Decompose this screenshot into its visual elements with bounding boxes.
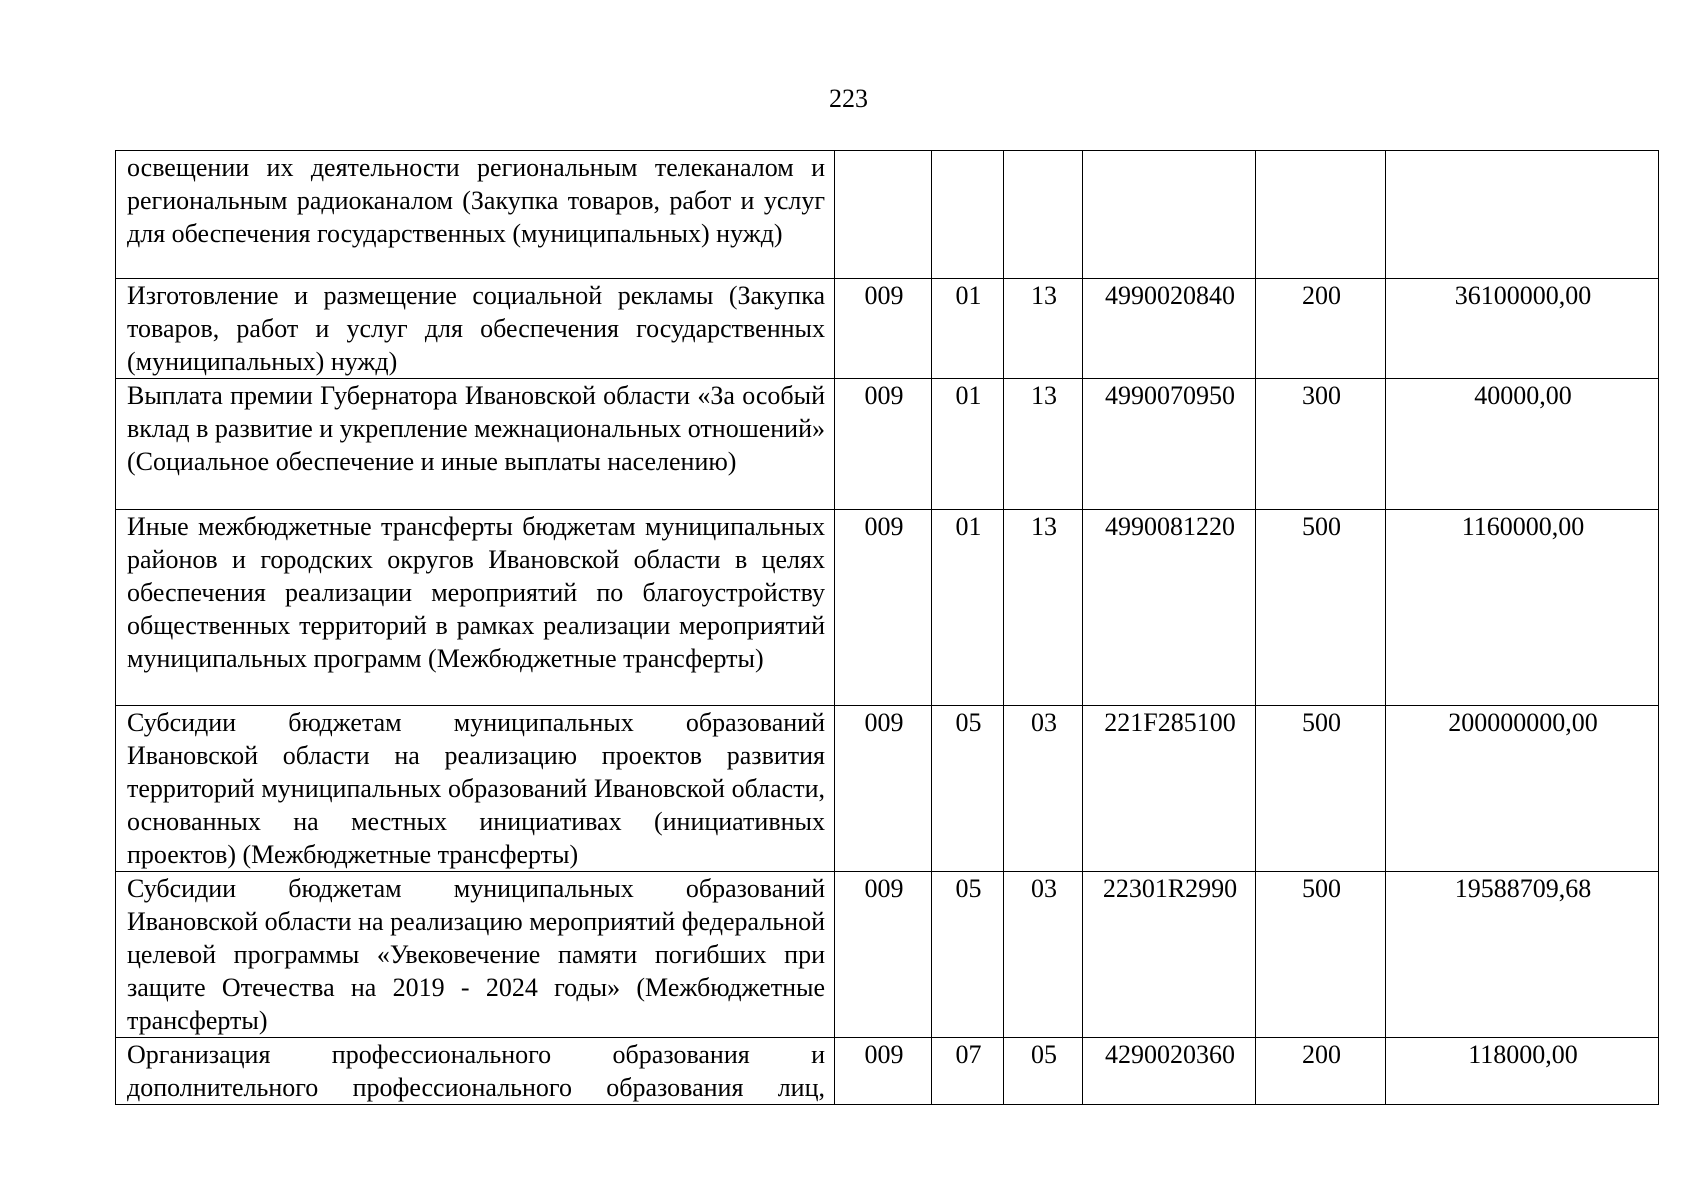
amount: 36100000,00 <box>1386 279 1659 379</box>
section-code: 01 <box>932 279 1004 379</box>
section-code: 05 <box>932 706 1004 872</box>
subsection-code: 03 <box>1004 706 1083 872</box>
subsection-code: 13 <box>1004 510 1083 706</box>
subsection-code: 13 <box>1004 379 1083 510</box>
grbs-code: 009 <box>835 1038 932 1105</box>
amount <box>1386 151 1659 279</box>
expense-type-code: 500 <box>1256 510 1386 706</box>
expense-name: Организация профессионального образования и дополнительного профессионального образования лиц, <box>116 1038 835 1105</box>
expense-name: Субсидии бюджетам муниципальных образований Ивановской области на реализацию проектов развития территорий муниципальных образований Ивановской области, основанных на местных инициативах (инициативных проектов) (Межбюджетные трансферты) <box>116 706 835 872</box>
expense-type-code: 200 <box>1256 279 1386 379</box>
expense-name: освещении их деятельности региональным телеканалом и региональным радиоканалом (Закупка товаров, работ и услуг для обеспечения государственных (муниципальных) нужд) <box>116 151 835 279</box>
grbs-code: 009 <box>835 510 932 706</box>
section-code: 01 <box>932 510 1004 706</box>
table-row <box>116 706 1659 872</box>
section-code: 01 <box>932 379 1004 510</box>
expense-name: Субсидии бюджетам муниципальных образований Ивановской области на реализацию мероприятий федеральной целевой программы «Увековечение памяти погибших при защите Отечества на 2019 - 2024 годы» (Межбюджетные трансферты) <box>116 872 835 1038</box>
subsection-code: 03 <box>1004 872 1083 1038</box>
table-row <box>116 510 1659 706</box>
table-row <box>116 151 1659 279</box>
table-row <box>116 279 1659 379</box>
section-code: 05 <box>932 872 1004 1038</box>
expense-name: Изготовление и размещение социальной рекламы (Закупка товаров, работ и услуг для обеспечения государственных (муниципальных) нужд) <box>116 279 835 379</box>
target-article-code: 4290020360 <box>1083 1038 1256 1105</box>
amount: 40000,00 <box>1386 379 1659 510</box>
target-article-code: 221F285100 <box>1083 706 1256 872</box>
expense-type-code <box>1256 151 1386 279</box>
section-code: 07 <box>932 1038 1004 1105</box>
target-article-code <box>1083 151 1256 279</box>
target-article-code: 4990020840 <box>1083 279 1256 379</box>
amount: 1160000,00 <box>1386 510 1659 706</box>
expense-type-code: 500 <box>1256 706 1386 872</box>
expense-type-code: 300 <box>1256 379 1386 510</box>
target-article-code: 4990070950 <box>1083 379 1256 510</box>
target-article-code: 4990081220 <box>1083 510 1256 706</box>
grbs-code: 009 <box>835 279 932 379</box>
table-row <box>116 1038 1659 1105</box>
expense-type-code: 500 <box>1256 872 1386 1038</box>
grbs-code: 009 <box>835 379 932 510</box>
grbs-code <box>835 151 932 279</box>
subsection-code: 05 <box>1004 1038 1083 1105</box>
amount: 19588709,68 <box>1386 872 1659 1038</box>
grbs-code: 009 <box>835 706 932 872</box>
table-row <box>116 872 1659 1038</box>
expense-name: Иные межбюджетные трансферты бюджетам муниципальных районов и городских округов Ивановской области в целях обеспечения реализации мероприятий по благоустройству общественных территорий в рамках реализации мероприятий муниципальных программ (Межбюджетные трансферты) <box>116 510 835 706</box>
subsection-code <box>1004 151 1083 279</box>
table-row <box>116 379 1659 510</box>
section-code <box>932 151 1004 279</box>
page-number: 223 <box>829 84 868 113</box>
budget-table <box>115 150 1659 1105</box>
grbs-code: 009 <box>835 872 932 1038</box>
expense-name: Выплата премии Губернатора Ивановской области «За особый вклад в развитие и укрепление межнациональных отношений» (Социальное обеспечение и иные выплаты населению) <box>116 379 835 510</box>
target-article-code: 22301R2990 <box>1083 872 1256 1038</box>
amount: 118000,00 <box>1386 1038 1659 1105</box>
expense-type-code: 200 <box>1256 1038 1386 1105</box>
amount: 200000000,00 <box>1386 706 1659 872</box>
subsection-code: 13 <box>1004 279 1083 379</box>
